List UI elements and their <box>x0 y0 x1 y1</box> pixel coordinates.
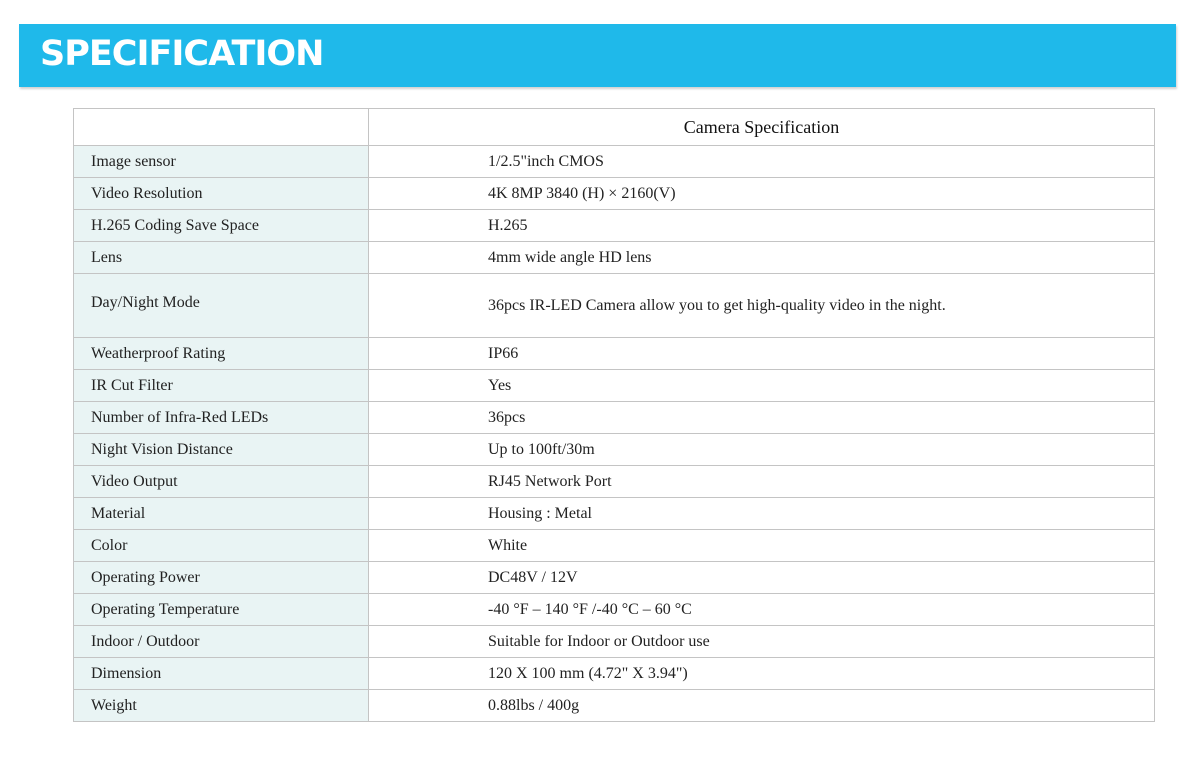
spec-value: 4mm wide angle HD lens <box>369 242 1155 274</box>
spec-value: 0.88lbs / 400g <box>369 690 1155 722</box>
table-row <box>74 402 1155 434</box>
table-row <box>74 370 1155 402</box>
spec-label: Number of Infra-Red LEDs <box>74 402 369 434</box>
spec-label: Video Resolution <box>74 178 369 210</box>
spec-label: Operating Power <box>74 562 369 594</box>
spec-label: Dimension <box>74 658 369 690</box>
spec-label: Video Output <box>74 466 369 498</box>
table-row <box>74 210 1155 242</box>
spec-label: Operating Temperature <box>74 594 369 626</box>
spec-label: Material <box>74 498 369 530</box>
spec-value: RJ45 Network Port <box>369 466 1155 498</box>
table-header: Camera Specification <box>369 109 1155 146</box>
spec-label: H.265 Coding Save Space <box>74 210 369 242</box>
spec-value: 36pcs IR-LED Camera allow you to get high-quality video in the night. <box>369 274 1155 338</box>
table-header-row <box>74 109 1155 146</box>
table-row <box>74 530 1155 562</box>
spec-value: H.265 <box>369 210 1155 242</box>
spec-label: Day/Night Mode <box>74 274 369 338</box>
spec-label: Color <box>74 530 369 562</box>
spec-label: Lens <box>74 242 369 274</box>
table-row <box>74 658 1155 690</box>
table-row <box>74 178 1155 210</box>
spec-label: Weatherproof Rating <box>74 338 369 370</box>
table-row <box>74 274 1155 338</box>
spec-label: Image sensor <box>74 146 369 178</box>
table-row <box>74 242 1155 274</box>
spec-label: IR Cut Filter <box>74 370 369 402</box>
table-row <box>74 434 1155 466</box>
table-row <box>74 146 1155 178</box>
spec-label: Night Vision Distance <box>74 434 369 466</box>
banner-title: SPECIFICATION <box>40 34 324 74</box>
spec-value: Up to 100ft/30m <box>369 434 1155 466</box>
spec-value: Yes <box>369 370 1155 402</box>
spec-label: Weight <box>74 690 369 722</box>
spec-value: Housing : Metal <box>369 498 1155 530</box>
spec-value: -40 °F – 140 °F /-40 °C – 60 °C <box>369 594 1155 626</box>
spec-value: 36pcs <box>369 402 1155 434</box>
spec-value: DC48V / 12V <box>369 562 1155 594</box>
table-row <box>74 690 1155 722</box>
table-row <box>74 594 1155 626</box>
table-row <box>74 498 1155 530</box>
table-row <box>74 338 1155 370</box>
spec-value: 4K 8MP 3840 (H) × 2160(V) <box>369 178 1155 210</box>
table-row <box>74 562 1155 594</box>
header-empty-cell <box>74 109 369 146</box>
spec-value: Suitable for Indoor or Outdoor use <box>369 626 1155 658</box>
camera-spec-table <box>73 108 1155 722</box>
table-row <box>74 466 1155 498</box>
spec-value: IP66 <box>369 338 1155 370</box>
spec-label: Indoor / Outdoor <box>74 626 369 658</box>
spec-value: White <box>369 530 1155 562</box>
spec-value: 1/2.5"inch CMOS <box>369 146 1155 178</box>
spec-value: 120 X 100 mm (4.72" X 3.94") <box>369 658 1155 690</box>
table-row <box>74 626 1155 658</box>
spec-banner <box>19 24 1176 87</box>
